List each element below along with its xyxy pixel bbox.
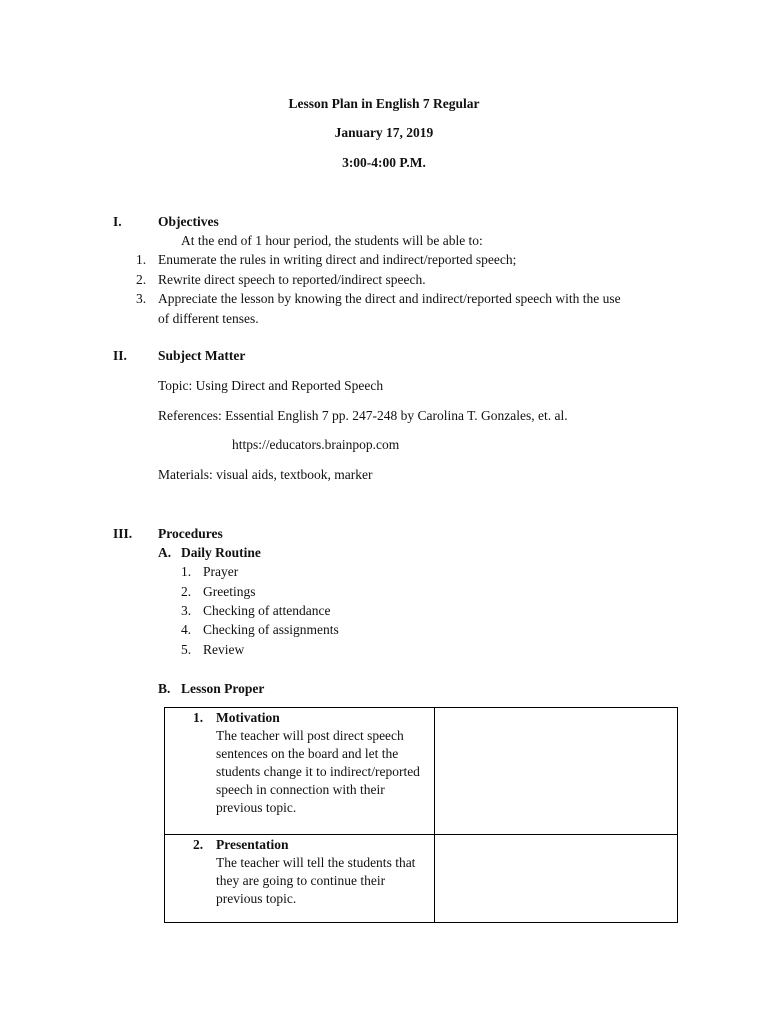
subsection-label-daily-routine: A. [158,545,172,560]
objective-item: Appreciate the lesson by knowing the direct and indirect/reported speech with the use [158,291,621,306]
objective-item: Enumerate the rules in writing direct and indirect/reported speech; [158,252,517,267]
row-heading-presentation: Presentation [216,837,289,852]
routine-item: Review [203,642,245,657]
objective-number: 2. [136,272,147,287]
row-heading-motivation: Motivation [216,710,280,725]
section-heading-subject-matter: Subject Matter [158,348,246,363]
row-number: 2. [193,837,204,852]
routine-number: 1. [181,564,192,579]
routine-item: Prayer [203,564,239,579]
routine-number: 2. [181,584,192,599]
row-number: 1. [193,710,204,725]
objectives-intro: At the end of 1 hour period, the students will be able to: [181,233,483,248]
section-heading-objectives: Objectives [158,214,219,229]
subsection-heading-lesson-proper: Lesson Proper [181,681,265,696]
table-cell-empty [435,708,678,835]
reference-url: https://educators.brainpop.com [232,437,400,452]
lesson-proper-table [164,707,678,923]
routine-number: 3. [181,603,192,618]
subsection-heading-daily-routine: Daily Routine [181,545,261,560]
section-numeral-objectives: I. [113,214,122,229]
routine-item: Checking of assignments [203,622,339,637]
lesson-time: 3:00-4:00 P.M. [342,155,426,170]
objective-number: 3. [136,291,147,306]
table-cell-empty [435,835,678,923]
table-cell-activity [165,708,435,835]
document-title: Lesson Plan in English 7 Regular [288,96,480,111]
routine-item: Greetings [203,584,256,599]
objective-number: 1. [136,252,147,267]
routine-item: Checking of attendance [203,603,331,618]
table-cell-activity [165,835,435,923]
section-numeral-procedures: III. [113,526,133,541]
lesson-date: January 17, 2019 [334,125,434,140]
table-row [165,835,678,923]
routine-number: 4. [181,622,192,637]
section-heading-procedures: Procedures [158,526,223,541]
objective-item: Rewrite direct speech to reported/indirect speech. [158,272,426,287]
row-body: The teacher will post direct speech sentences on the board and let the students change it to indirect/reported speech in connection with their previous topic. [216,728,420,815]
objective-item-continued: of different tenses. [158,311,259,326]
subsection-label-lesson-proper: B. [158,681,171,696]
section-numeral-subject-matter: II. [113,348,127,363]
row-body: The teacher will tell the students that they are going to continue their previous topic. [216,855,416,906]
table-row [165,708,678,835]
routine-number: 5. [181,642,192,657]
subject-topic: Topic: Using Direct and Reported Speech [158,378,384,393]
subject-references: References: Essential English 7 pp. 247-248 by Carolina T. Gonzales, et. al. [158,408,568,423]
subject-materials: Materials: visual aids, textbook, marker [158,467,373,482]
